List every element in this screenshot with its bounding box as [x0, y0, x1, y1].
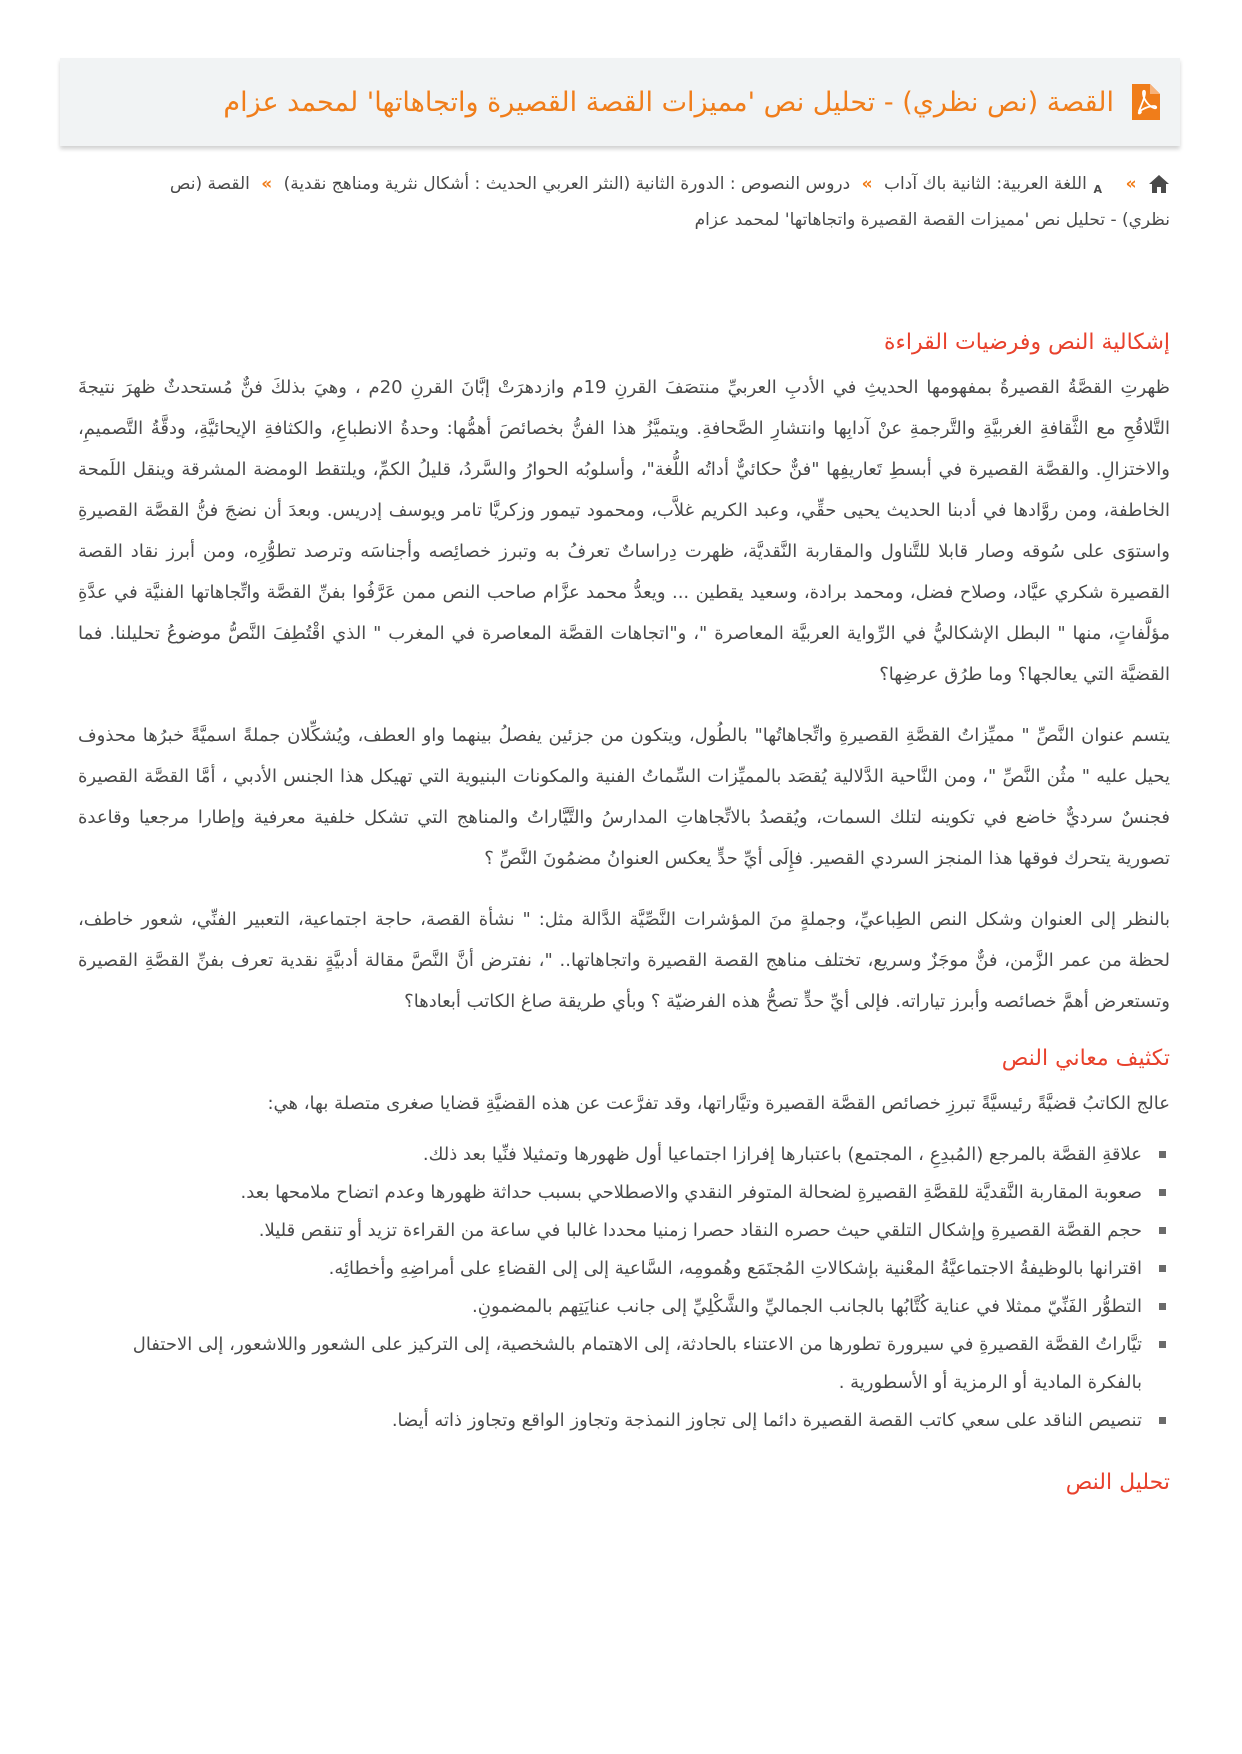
breadcrumb-item-current: القصة (نص نظري) - تحليل نص 'مميزات القصة القصيرة واتجاهاتها' لمحمد عزام — [169, 174, 1170, 230]
page-title: القصة (نص نظري) - تحليل نص 'مميزات القصة القصيرة واتجاهاتها' لمحمد عزام — [223, 86, 1114, 118]
pdf-icon[interactable] — [1130, 84, 1160, 120]
list-item — [78, 1402, 1142, 1440]
bullet-list — [78, 1136, 1170, 1440]
breadcrumb — [138, 166, 1170, 238]
list-item-text: اقترانها بالوظيفةُ الاجتماعيَّةُ المعْنية بإشكالاتِ المُجتَمَع وهُمومِه، السَّاعية إلى إلى القضاءِ على أمراضِهِ وأخطائِه. — [328, 1258, 1142, 1279]
bullet-square-icon — [1159, 1189, 1166, 1196]
section-heading-problematic: إشكالية النص وفرضيات القراءة — [884, 330, 1170, 355]
bullet-square-icon — [1159, 1151, 1166, 1158]
bullet-square-icon — [1159, 1417, 1166, 1424]
breadcrumb-item-lessons[interactable]: دروس النصوص : الدورة الثانية (النثر العربي الحديث : أشكال نثرية ومناهج نقدية) — [283, 174, 851, 194]
list-item — [78, 1288, 1142, 1326]
article-content — [78, 330, 1170, 1507]
list-item — [78, 1250, 1142, 1288]
list-item — [78, 1174, 1142, 1212]
list-item — [78, 1212, 1142, 1250]
bullet-square-icon — [1159, 1303, 1166, 1310]
bullet-square-icon — [1159, 1227, 1166, 1234]
bullet-square-icon — [1159, 1265, 1166, 1272]
section-intro: عالج الكاتبُ قضيَّةً رئيسيَّةً تبرزِ خصائص القصَّة القصيرة وتيَّاراتها، وقد تفرَّعت عن هذه القضيَّةِ قضايا صغرى متصلة بها، هي: — [267, 1093, 1170, 1114]
section-heading-meanings: تكثيف معاني النص — [1001, 1046, 1170, 1071]
list-item-text: علاقةِ القصَّة بالمرجع (المُبدِعِ ، المجتمع) باعتبارها إفرازا اجتماعيا أول ظهورها وتمثيلا فنِّيا بعد ذلك. — [422, 1144, 1142, 1165]
list-item-text: تيَّاراتُ القصَّة القصيرةِ في سيرورة تطورها من الاعتناء بالحادثة، إلى الاهتمام بالشخصية، إلى التركيز على الشعور واللاشعور، إلى الاحتفال بالفكرة المادية أو الرمزية أو الأسطورية . — [132, 1334, 1142, 1393]
paragraph: ظهرتِ القصَّةُ القصيرةُ بمفهومها الحديثِ في الأدبِ العربيِّ منتصَفَ القرنِ 19م وازدهرَتْ إبَّانَ القرنِ 20م ، وهيَ بذلكَ فنٌّ مُستحدثٌ ظهرَ نتيجةَ التَّلاقُحِ مع الثَّقافةِ الغربيَّةِ والتَّرجمةِ عنْ آدابِها وانتشارِ الصَّحافةِ. ويتميَّزُ هذا الفنُّ بخصائصَ أهمُّها: وحدةُ الانطباعِ، والكثافةِ الإيحائيَّةِ، ودقَّةُ التَّصميمِ، والاختزالِ. والقصَّة القصيرة في أبسطِ تَعاريفِها "فنٌّ حكائيٌّ أداتُه اللُّغة"، وأسلوبُه الحوارُ والسَّردُ، قليلُ الكمِّ، ويلتقط الومضة المشرقة وينقل اللَمحة الخاطفة، ومن روَّادها في أدبنا الحديث يحيى حقِّي، وعبد الكريم غلاَّب، ومحمود تيمور وزكريَّا تامر ويوسف إدريس. وبعدَ أن نضجَ فنُّ القصَّة القصيرةِ واستوَى على سُوقه وصار قابلا للتَّناول والمقاربة النَّقديَّة، ظهرت دِراساتٌ تعرفُ به وتبرز خصائِصه وأجناسَه وترصد تطوُّرِه، ومن أبرز نقاد القصة القصيرة شكري عيَّاد، وصلاح فضل، ومحمد برادة، وسعيد يقطين ... ويعدُّ محمد عزَّام صاحب النص ممن عَرَّفُوا بفنِّ القصَّة واتِّجاهاتها الفنيَّة في عدَّةِ مؤلَّفاتٍ، منها " البطل الإشكاليُّ في الرِّواية العربيَّة المعاصرة "، و"اتجاهات القصَّة المعاصرة في المغرب " الذي اقْتُطِفَ النَّصُّ موضوعُ تحليلنا. فما القضيَّة التي يعالجها؟ وما طرُق عرضِها؟ — [78, 377, 1170, 685]
list-item-text: التطوُّر الفَنِّيّ ممثلا في عناية كُتَّابُها بالجانب الجماليِّ والشَّكْلِيِّ إلى جانب عنايَتِهم بالمضمونِ. — [472, 1296, 1142, 1317]
list-item-text: صعوبة المقاربة النَّقديَّة للقصَّةِ القصيرةِ لضحالة المتوفر النقدي والاصطلاحي بسبب حداثة ظهورها وعدم اتضاح ملامحها بعد. — [240, 1182, 1142, 1203]
paragraph: يتسم عنوان النَّصِّ " مميِّزاتُ القصَّةِ القصيرةِ واتِّجاهاتُها" بالطُول، ويتكون من جزئين يفصلُ بينهما واو العطف، ويُشكِّلان جملةً اسميَّةً خبرُها محذوف يحيل عليه " مثُن النَّصِّ "، ومن النَّاحية الدَّلالية يُقصَد بالمميِّزات السِّماتُ الفنية والمكونات البنيوية التي تهيكل هذا الجنس الأدبي ، أمَّا القصَّة القصيرة فجنسٌ سرديٌّ خاضع في تكوينه لتلك السمات، ويُقصدُ بالاتِّجاهاتِ المدارسُ والتَّيَّاراتُ والمناهج التي تشكل خلفية معرفية وإطارا مرجعيا وقاعدة تصورية يتحرك فوقها هذا المنجز السردي القصير. فإِلَى أيِّ حدٍّ يعكس العنوانُ مضمُونَ النَّصِّ ؟ — [78, 725, 1170, 869]
page-title-bar — [60, 58, 1180, 146]
section-heading-analysis: تحليل النص — [1065, 1470, 1170, 1495]
bullet-square-icon — [1159, 1341, 1166, 1348]
list-item-text: تنصيص الناقد على سعي كاتب القصة القصيرة دائما إلى تجاوز النمذجة وتجاوز الواقع وتجاوز ذاته أيضا. — [391, 1410, 1142, 1431]
breadcrumb-separator: » — [261, 174, 273, 194]
paragraph: بالنظر إلى العنوان وشكل النص الطِباعيِّ، وجملةٍ منَ المؤشرات النَّصِّيَّة الدَّالة مثل: " نشأة القصة، حاجة اجتماعية، التعبير الفنِّي، شعور خاطف، لحظة من عمر الزَّمن، فنٌّ موجَزٌ وسريع، تختلف مناهج القصة القصيرة واتجاهاتها.. "، نفترض أنَّ النَّصَّ مقالة أدبيَّةٍ نقدية تعرف بفنِّ القصَّةِ القصيرة وتستعرض أهمَّ خصائصه وأبرز تياراته. فإلى أيِّ حدٍّ تصحُّ هذه الفرضيّة ؟ وبأي طريقة صاغ الكاتب أبعادها؟ — [78, 909, 1170, 1012]
home-icon[interactable] — [1148, 174, 1170, 194]
translate-icon — [1092, 174, 1114, 194]
list-item-text: حجم القصَّة القصيرةِ وإشكال التلقي حيث حصره النقاد حصرا زمنيا محددا غالبا في ساعة من القراءة تزيد أو تنقص قليلا. — [258, 1220, 1142, 1241]
breadcrumb-separator: » — [1125, 174, 1137, 194]
list-item — [78, 1326, 1142, 1402]
list-item — [78, 1136, 1142, 1174]
breadcrumb-item-subject[interactable]: اللغة العربية: الثانية باك آداب — [884, 174, 1087, 194]
svg-text:A: A — [1093, 183, 1103, 194]
breadcrumb-separator: » — [861, 174, 873, 194]
